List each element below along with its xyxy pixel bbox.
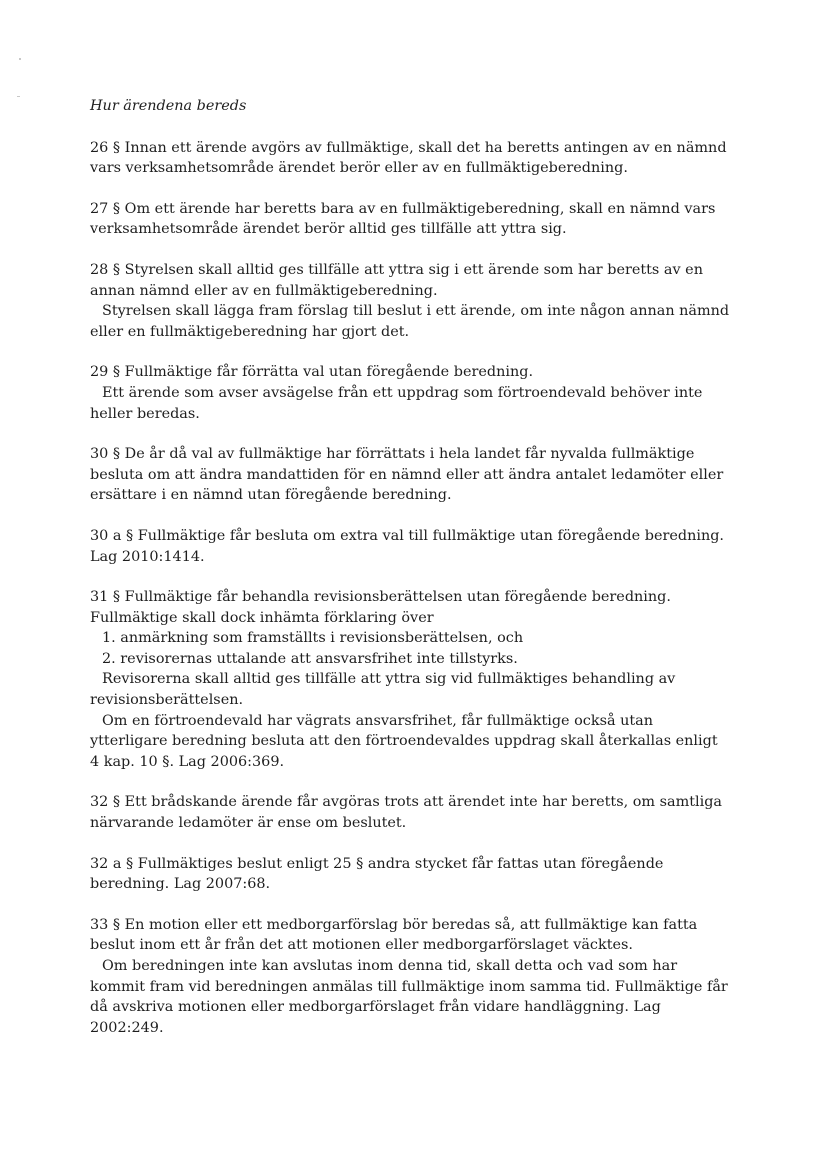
paragraph-text: Om en förtroendevald har vägrats ansvarsfrihet, får fullmäktige också utan ytterligare beredning besluta att den förtroendevaldes uppdrag skall återkallas enligt 4 kap. 10 §. Lag 2006:369. — [90, 712, 718, 770]
section-heading: Hur ärendena bereds — [90, 98, 247, 114]
document-page — [90, 96, 730, 1058]
paragraph-29 — [90, 362, 730, 424]
scan-speck — [17, 96, 20, 97]
paragraph-text: 27 § Om ett ärende har beretts bara av en fullmäktigeberedning, skall en nämnd vars verksamhetsområde ärendet berör alltid ges tillfälle att yttra sig. — [90, 200, 716, 238]
paragraph-28 — [90, 260, 730, 342]
paragraph-text: 30 a § Fullmäktige får besluta om extra val till fullmäktige utan föregående beredning. Lag 2010:1414. — [90, 527, 724, 565]
list-item: 2. revisorernas uttalande att ansvarsfrihet inte tillstyrks. — [102, 650, 518, 667]
scan-speck — [19, 58, 21, 60]
paragraph-31 — [90, 587, 730, 772]
paragraph-32a — [90, 854, 730, 895]
paragraph-text: 30 § De år då val av fullmäktige har förrättats i hela landet får nyvalda fullmäktige besluta om att ändra mandattiden för en nämnd eller att ändra antalet ledamöter eller ersättare i en nämnd utan föregående beredning. — [90, 446, 724, 504]
paragraph-27 — [90, 199, 730, 240]
paragraph-text: Om beredningen inte kan avslutas inom denna tid, skall detta och vad som har kommit fram vid beredningen anmälas till fullmäktige inom samma tid. Fullmäktige får då avskriva motionen eller medborgarförslaget från vidare handläggning. Lag 2002:249. — [90, 958, 728, 1036]
paragraph-text: Revisorerna skall alltid ges tillfälle att yttra sig vid fullmäktiges behandling av revisionsberättelsen. — [90, 671, 676, 709]
paragraph-30a — [90, 526, 730, 567]
paragraph-text: 26 § Innan ett ärende avgörs av fullmäktige, skall det ha beretts antingen av en nämnd vars verksamhetsområde ärendet berör eller av en fullmäktigeberedning. — [90, 139, 727, 177]
paragraph-text: 32 a § Fullmäktiges beslut enligt 25 § andra stycket får fattas utan föregående beredning. Lag 2007:68. — [90, 855, 664, 893]
paragraph-26 — [90, 138, 730, 179]
paragraph-32 — [90, 792, 730, 833]
paragraph-text: Styrelsen skall lägga fram förslag till beslut i ett ärende, om inte någon annan nämnd eller en fullmäktigeberedning har gjort det. — [90, 303, 730, 340]
paragraph-30 — [90, 444, 730, 506]
paragraph-text: 29 § Fullmäktige får förrätta val utan föregående beredning. — [90, 364, 534, 381]
paragraph-text: 31 § Fullmäktige får behandla revisionsberättelsen utan föregående beredning. Fullmäktige skall dock inhämta förklaring över — [90, 589, 671, 626]
list-item: 1. anmärkning som framställts i revisionsberättelsen, och — [102, 630, 524, 647]
paragraph-text: Ett ärende som avser avsägelse från ett uppdrag som förtroendevald behöver inte heller beredas. — [90, 384, 703, 422]
paragraph-text: 33 § En motion eller ett medborgarförslag bör beredas så, att fullmäktige kan fatta beslut inom ett år från det att motionen eller medborgarförslaget väcktes. — [90, 916, 698, 954]
paragraph-text: 28 § Styrelsen skall alltid ges tillfälle att yttra sig i ett ärende som har beretts av en annan nämnd eller av en fullmäktigeberedning. — [90, 261, 703, 299]
paragraph-33 — [90, 915, 730, 1039]
paragraph-text: 32 § Ett brådskande ärende får avgöras trots att ärendet inte har beretts, om samtliga närvarande ledamöter är ense om beslutet. — [90, 794, 723, 832]
